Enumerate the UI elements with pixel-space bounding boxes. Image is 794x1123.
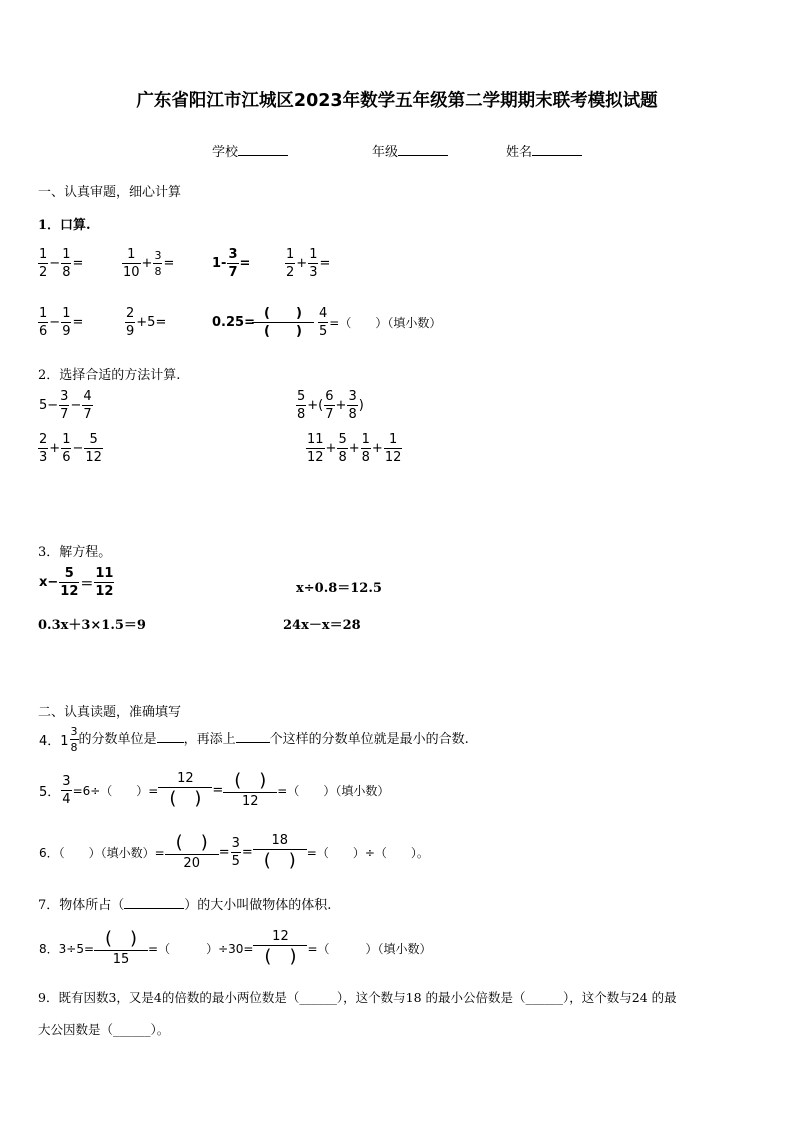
q2-expr-b: $\frac{5}{8}$ +( $\frac{6}{7}$ + $\frac{3}{8}$ ) (297, 389, 364, 422)
q2-expr-c: $\frac{2}{3}$ + $\frac{1}{6}$ − $\frac{5}{12}$ (39, 432, 102, 465)
school-field[interactable] (212, 141, 288, 160)
q5: 5． $\frac{3}{4}$ =6÷（ ）= $\frac{12}{( )}$ = $\frac{( )}{12}$ =（ ）（填小数） (39, 770, 390, 809)
q3-eq4: 24x－x＝28 (283, 618, 361, 633)
page-title: 广东省阳江市江城区2023年数学五年级第二学期期末联考模拟试题 (136, 91, 658, 111)
school-label: 学校 (212, 145, 239, 160)
q3-label: 3．解方程。 (38, 545, 112, 560)
q3-eq3: 0.3x＋3×1.5＝9 (38, 618, 146, 633)
name-label: 姓名 (506, 145, 533, 160)
grade-label: 年级 (372, 145, 399, 160)
q3-eq2: x÷0.8＝12.5 (296, 581, 382, 596)
q7-blank[interactable] (124, 896, 184, 909)
q1-row1-item4: $\frac{1}{2}$ + $\frac{1}{3}$ = (286, 247, 331, 280)
q4-blank2[interactable] (236, 730, 270, 743)
name-field[interactable] (506, 141, 582, 160)
grade-field[interactable] (372, 141, 448, 160)
q1-label: 1．口算. (38, 218, 91, 233)
section1-heading: 一、认真审题，细心计算 (38, 185, 182, 200)
q1-row1-item3: 1- $\frac{3}{7}$ = (212, 247, 251, 280)
q1-row2-item3: 0.25= $\frac{( )}{( )}$ (211, 307, 310, 338)
q6: 6．（ ）（填小数）= $\frac{( )}{20}$ = $\frac{3}{5}$ = $\frac{18}{( )}$ =（ ）÷（ ）。 (39, 832, 429, 871)
q1-row2-item2: $\frac{2}{9}$ +5= (126, 306, 167, 339)
q4-blank1[interactable] (157, 730, 184, 743)
q2-expr-d: $\frac{11}{12}$ + $\frac{5}{8}$ + $\frac{1}{8}$ + $\frac{1}{12}$ (307, 432, 402, 465)
q1-row2-item4: $\frac{4}{5}$ =（ ）（填小数） (319, 306, 442, 339)
q9-line2: 大公因数是（______）。 (38, 1022, 170, 1037)
q7: 7．物体所占（ ）的大小叫做物体的体积. (38, 898, 332, 913)
section2-heading: 二、认真读题，准确填写 (38, 705, 182, 720)
q9-line1: 9．既有因数3，又是4的倍数的最小两位数是（______），这个数与18 的最小公倍数是（______），这个数与24 的最 (38, 990, 677, 1005)
q1-row1-item1: $\frac{1}{2}$ − $\frac{1}{8}$ = (39, 247, 84, 280)
q4: 4．1 $\frac{3}{8}$ 的分数单位是 ，再添上 个这样的分数单位就是最小的合数. (39, 725, 469, 754)
q3-eq1: x− $\frac{5}{12}$ ＝ $\frac{11}{12}$ (39, 566, 114, 599)
q1-row2-item1: $\frac{1}{6}$ − $\frac{1}{9}$ = (39, 306, 84, 339)
q2-label: 2．选择合适的方法计算. (38, 368, 181, 383)
q8: 8．3÷5= $\frac{( )}{15}$ =（ ）÷30= $\frac{12}{( )}$ =（ ）（填小数） (39, 928, 432, 967)
q1-row1-item2: $\frac{1}{10}$ + $\frac{3}{8}$ = (123, 247, 175, 280)
q2-expr-a: 5− $\frac{3}{7}$ − $\frac{4}{7}$ (39, 389, 92, 422)
